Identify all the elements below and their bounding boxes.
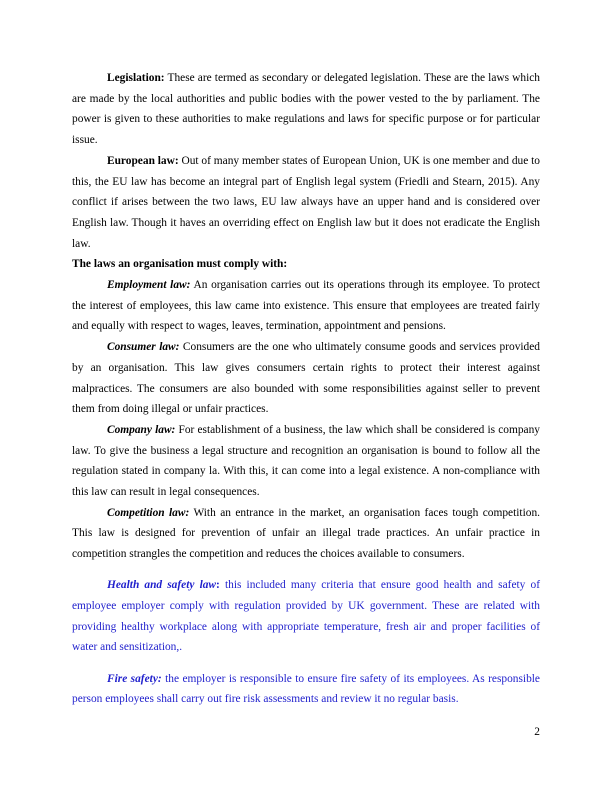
body-health-safety-law: this included many criteria that ensure good health and safety of employee employer comply with regulation provided by UK government. These are related with providing healthy workplace along with appropriate temperature, fresh air and proper facilities of water and sensitization,. xyxy=(72,579,540,654)
paragraph-gap xyxy=(72,565,540,576)
paragraph-european-law xyxy=(72,151,540,255)
paragraph-legislation xyxy=(72,68,540,151)
paragraph-health-safety-law xyxy=(72,575,540,658)
page-number: 2 xyxy=(534,726,540,738)
comply-heading: The laws an organisation must comply with: xyxy=(72,258,288,271)
term-employment-law: Employment law: xyxy=(107,279,191,292)
body-european-law: Out of many member states of European Union, UK is one member and due to this, the EU law has become an integral part of English legal system (Friedli and Stearn, 2015). Any conflict if arises between the two laws, EU law always have an upper hand and is considered over English law. Though it haves an overriding effect on English law but it does not eradicate the English law. xyxy=(72,154,540,250)
paragraph-competition-law xyxy=(72,503,540,565)
document-page xyxy=(72,68,540,710)
paragraph-employment-law xyxy=(72,275,540,337)
term-competition-law: Competition law: xyxy=(107,506,190,519)
paragraph-company-law xyxy=(72,420,540,503)
body-legislation: These are termed as secondary or delegated legislation. These are the laws which are made by the local authorities and public bodies with the power vested to the by parliament. The power is given to these authorities to make regulations and laws for specific purpose or for particular issue. xyxy=(72,72,540,147)
term-health-safety-law: Health and safety law xyxy=(107,579,217,592)
term-european-law: European law: xyxy=(107,154,179,167)
term-fire-safety: Fire safety: xyxy=(107,672,162,685)
body-employment-law: An organisation carries out its operations through its employee. To protect the interest of employees, this law came into existence. This ensure that employees are treated fairly and equally with respect to wages, leaves, termination, appointment and pensions. xyxy=(72,279,540,333)
body-fire-safety: the employer is responsible to ensure fire safety of its employees. As responsible person employees shall carry out fire risk assessments and review it no regular basis. xyxy=(72,672,540,706)
paragraph-gap xyxy=(72,658,540,669)
term-consumer-law: Consumer law: xyxy=(107,341,180,354)
term-legislation: Legislation: xyxy=(107,72,165,84)
paragraph-consumer-law xyxy=(72,337,540,420)
term-health-safety-colon: : xyxy=(216,579,220,592)
term-company-law: Company law: xyxy=(107,423,176,436)
body-competition-law: With an entrance in the market, an organisation faces tough competition. This law is designed for prevention of unfair an illegal trade practices. An unfair practice in competition strangles the competition and reduces the choices available to consumers. xyxy=(72,506,540,561)
body-consumer-law: Consumers are the one who ultimately consume goods and services provided by an organisation. This law gives consumers certain rights to protect their interest against malpractices. The consumers are also bounded with some responsibilities against seller to prevent them from doing illegal or unfair practices. xyxy=(72,341,541,416)
body-company-law: For establishment of a business, the law which shall be considered is company law. To give the business a legal structure and recognition an organisation is bound to follow all the regulation stated in company la. With this, it can come into a legal existence. A non-compliance with this law can result in legal consequences. xyxy=(72,423,540,499)
paragraph-fire-safety xyxy=(72,669,540,710)
